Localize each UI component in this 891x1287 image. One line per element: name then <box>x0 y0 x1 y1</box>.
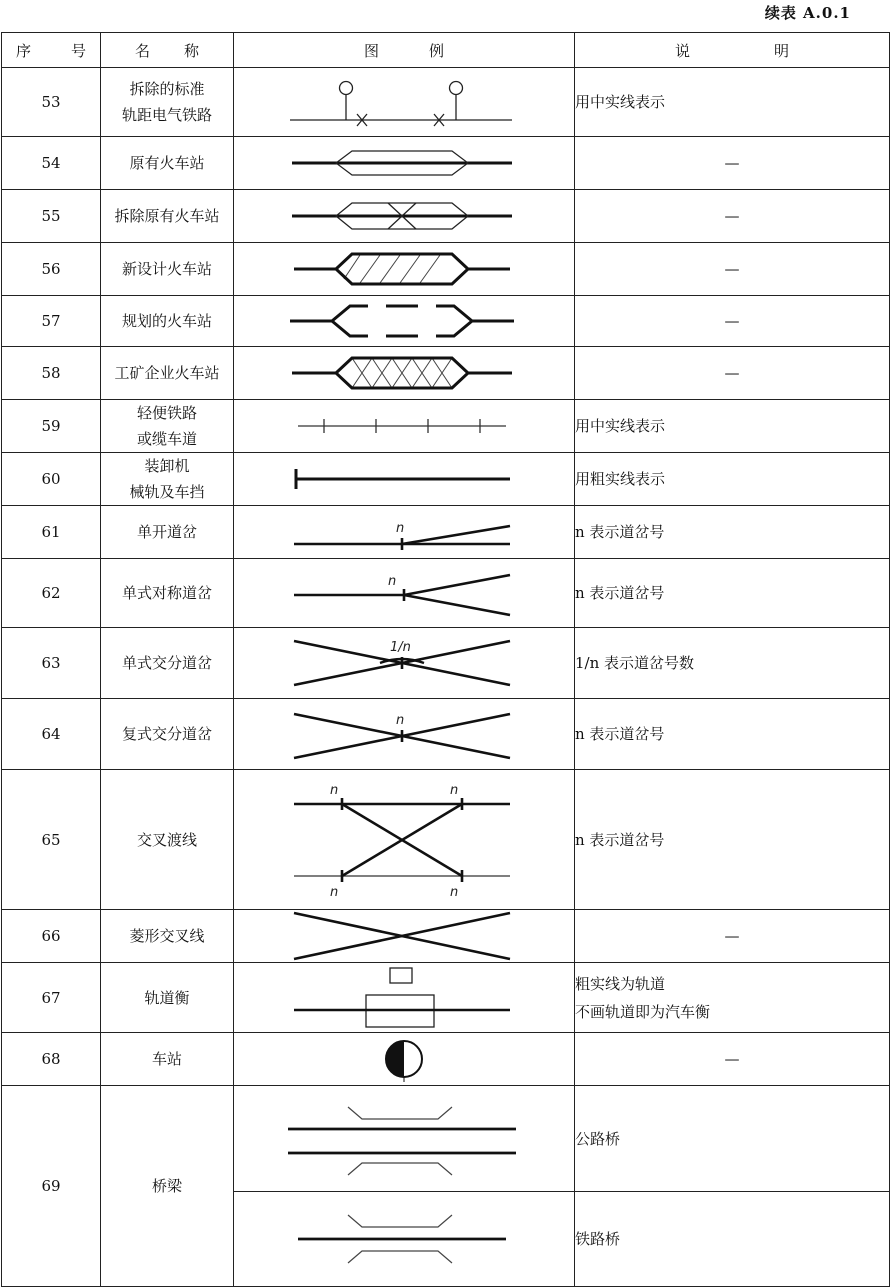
turnout-number-label: n <box>330 782 339 798</box>
table-row <box>2 68 890 137</box>
row-no: 53 <box>2 68 101 137</box>
row-desc: 用中实线表示 <box>575 68 890 137</box>
row-desc: n 表示道岔号 <box>575 506 890 559</box>
turnout-number-label: n <box>396 521 405 536</box>
figure-planned-station <box>234 296 575 347</box>
row-no: 58 <box>2 347 101 400</box>
row-name: 复式交分道岔 <box>101 699 234 770</box>
row-name: 单开道岔 <box>101 506 234 559</box>
row-name: 车站 <box>101 1033 234 1086</box>
row-desc: — <box>575 910 890 963</box>
row-name: 轻便铁路 或缆车道 <box>101 400 234 453</box>
row-name: 装卸机 械轨及车挡 <box>101 453 234 506</box>
table-row <box>2 1033 890 1086</box>
row-name: 原有火车站 <box>101 137 234 190</box>
row-desc: — <box>575 243 890 296</box>
row-name: 轨道衡 <box>101 963 234 1033</box>
row-no: 66 <box>2 910 101 963</box>
row-name: 菱形交叉线 <box>101 910 234 963</box>
row-name: 拆除原有火车站 <box>101 190 234 243</box>
row-name: 新设计火车站 <box>101 243 234 296</box>
table-row <box>2 347 890 400</box>
row-desc: n 表示道岔号 <box>575 770 890 910</box>
header-no: 序 号 <box>2 33 101 68</box>
figure-single-slip-switch <box>234 628 575 699</box>
row-desc: 公路桥 <box>575 1086 890 1192</box>
row-name: 规划的火车站 <box>101 296 234 347</box>
figure-existing-station <box>234 137 575 190</box>
row-name: 单式对称道岔 <box>101 559 234 628</box>
row-no: 63 <box>2 628 101 699</box>
row-desc: 用粗实线表示 <box>575 453 890 506</box>
row-no: 67 <box>2 963 101 1033</box>
turnout-number-label: n <box>450 782 459 798</box>
turnout-number-label: n <box>450 884 459 900</box>
figure-station <box>234 1033 575 1086</box>
row-no: 61 <box>2 506 101 559</box>
row-desc: 用中实线表示 <box>575 400 890 453</box>
row-desc: 粗实线为轨道 不画轨道即为汽车衡 <box>575 963 890 1033</box>
table-row <box>2 453 890 506</box>
table-row <box>2 628 890 699</box>
row-no: 62 <box>2 559 101 628</box>
table-row <box>2 699 890 770</box>
row-no: 69 <box>2 1086 101 1287</box>
figure-railway-bridge <box>234 1192 575 1287</box>
figure-symmetric-turnout <box>234 559 575 628</box>
row-no: 60 <box>2 453 101 506</box>
figure-diamond-crossing <box>234 910 575 963</box>
row-desc: — <box>575 137 890 190</box>
row-no: 57 <box>2 296 101 347</box>
row-name: 桥梁 <box>101 1086 234 1287</box>
table-row <box>2 506 890 559</box>
table-row <box>2 296 890 347</box>
row-desc: 铁路桥 <box>575 1192 890 1287</box>
figure-loader-rail-stop <box>234 453 575 506</box>
table-row <box>2 243 890 296</box>
row-desc: n 表示道岔号 <box>575 699 890 770</box>
row-desc: — <box>575 296 890 347</box>
table-row <box>2 910 890 963</box>
table-row <box>2 559 890 628</box>
turnout-number-label: n <box>330 884 339 900</box>
row-no: 54 <box>2 137 101 190</box>
table-row <box>2 770 890 910</box>
table-row <box>2 400 890 453</box>
figure-dismantled-station <box>234 190 575 243</box>
figure-scissors-crossover <box>234 770 575 910</box>
table-row <box>2 137 890 190</box>
header-name: 名 称 <box>101 33 234 68</box>
row-no: 59 <box>2 400 101 453</box>
row-no: 55 <box>2 190 101 243</box>
header-figure: 图 例 <box>234 33 575 68</box>
figure-industrial-station <box>234 347 575 400</box>
row-desc: 1/n 表示道岔号数 <box>575 628 890 699</box>
turnout-number-label: n <box>388 574 397 589</box>
row-name: 拆除的标准 轨距电气铁路 <box>101 68 234 137</box>
row-no: 56 <box>2 243 101 296</box>
row-no: 64 <box>2 699 101 770</box>
row-name: 单式交分道岔 <box>101 628 234 699</box>
header-desc: 说 明 <box>575 33 890 68</box>
figure-double-slip-switch <box>234 699 575 770</box>
header-row <box>2 33 890 68</box>
row-desc: — <box>575 1033 890 1086</box>
row-name: 交叉渡线 <box>101 770 234 910</box>
row-name: 工矿企业火车站 <box>101 347 234 400</box>
row-desc: — <box>575 347 890 400</box>
row-desc: n 表示道岔号 <box>575 559 890 628</box>
turnout-number-label: 1/n <box>390 640 411 655</box>
figure-single-turnout <box>234 506 575 559</box>
figure-light-railway <box>234 400 575 453</box>
figure-new-station <box>234 243 575 296</box>
figure-dismantled-electric-railway <box>234 68 575 137</box>
row-no: 65 <box>2 770 101 910</box>
table-row <box>2 190 890 243</box>
figure-road-bridge <box>234 1086 575 1192</box>
table-row <box>2 963 890 1033</box>
legend-table <box>1 32 890 1287</box>
row-no: 68 <box>2 1033 101 1086</box>
row-desc: — <box>575 190 890 243</box>
table-row <box>2 1086 890 1192</box>
table-caption: 续表 A.0.1 <box>764 4 851 22</box>
turnout-number-label: n <box>396 713 405 728</box>
figure-track-scale <box>234 963 575 1033</box>
